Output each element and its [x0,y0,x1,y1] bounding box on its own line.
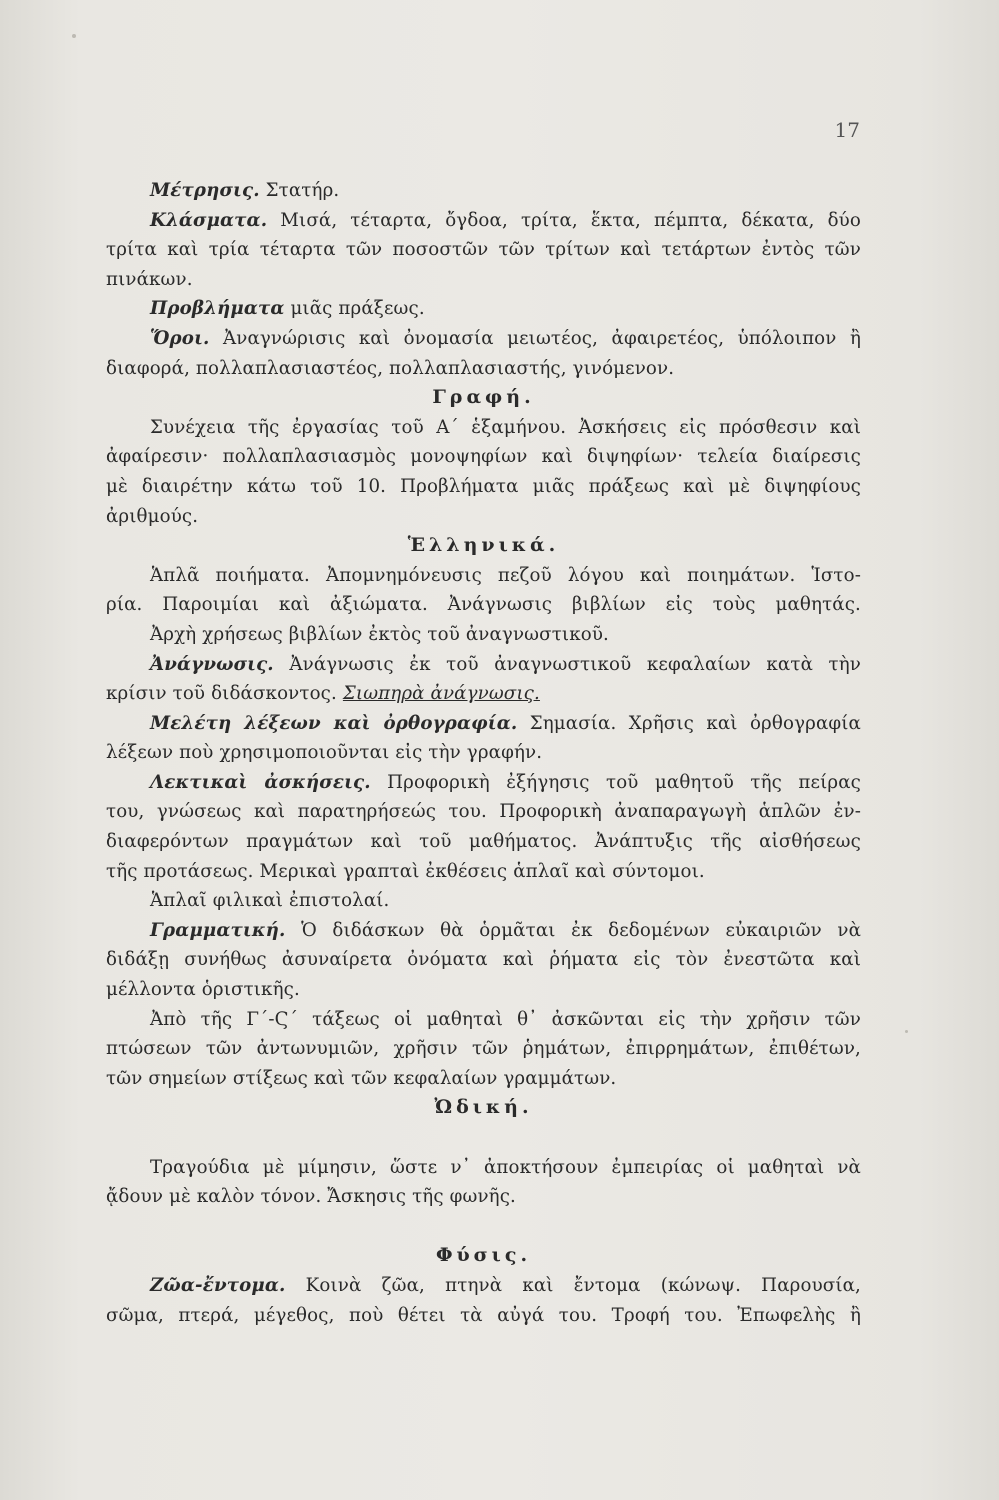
text-line: Ἁπλαῖ φιλικαὶ ἐπιστολαί. [150,890,390,912]
paragraph-grafi: Συνέχεια τῆς ἐργασίας τοῦ Α΄ ἑξαμήνου. Ἀσκήσεις εἰς πρόσθεσιν καὶ [150,416,861,438]
text-line: ρία. Παροιμίαι καὶ ἀξιώματα. Ἀνάγνωσις βιβλίων εἰς τοὺς μαθητάς. [106,594,861,616]
text-line: ᾄδουν μὲ καλὸν τόνον. Ἄσκησις τῆς φωνῆς. [106,1186,516,1208]
text-line: διδάξῃ συνήθως ἀσυναίρετα ὀνόματα καὶ ῥήματα εἰς τὸν ἐνεστῶτα καὶ [106,949,861,971]
text-line: ἀριθμούς. [106,505,199,527]
text-line: διαφορά, πολλαπλασιαστέος, πολλαπλασιαστής, γινόμενον. [106,357,675,379]
paragraph-provlimata: Προβλήματα μιᾶς πράξεως. [150,298,425,320]
paragraph-klasmata: Κλάσματα. Μισά, τέταρτα, ὄγδοα, τρίτα, ἕκτα, πέμπτα, δέκατα, δύο [150,209,861,231]
spacer [106,1212,861,1242]
paragraph-odiki: Τραγούδια μὲ μίμησιν, ὥστε ν᾽ ἀποκτήσουν ἐμπειρίας οἱ μαθηταὶ νὰ [150,1156,861,1178]
term-oroi: Ὅροι. [150,327,210,349]
silent-reading: Σιωπηρὰ ἀνάγνωσις. [342,683,540,705]
paragraph-fysis: Ζῶα-ἔντομα. Κοινὰ ζῶα, πτηνὰ καὶ ἔντομα (κώνωψ. Παρουσία, [150,1274,861,1296]
term-anagnosis: Ἀνάγνωσις. [150,653,274,675]
paragraph-meleti: Μελέτη λέξεων καὶ ὀρθογραφία. Σημασία. Χρῆσις καὶ ὀρθογραφία [150,712,861,734]
text-line: τῆς προτάσεως. Μερικαὶ γραπταὶ ἐκθέσεις ἁπλαῖ καὶ σύντομοι. [106,860,705,882]
text-line: πινάκων. [106,268,193,290]
page-number: 17 [834,118,860,142]
text-line: λέξεων ποὺ χρησιμοποιοῦνται εἰς τὴν γραφήν. [106,742,543,764]
term-provlimata: Προβλήματα [150,298,285,320]
term-zoa-entoma: Ζῶα-ἔντομα. [150,1274,286,1296]
heading-fysis: Φύσις. [435,1244,532,1267]
text-line: τῶν σημείων στίξεως καὶ τῶν κεφαλαίων γραμμάτων. [106,1067,617,1089]
term-metrisis: Μέτρησις. [150,180,260,201]
text-line: διαφερόντων πραγμάτων καὶ τοῦ μαθήματος. Ἀνάπτυξις τῆς αἰσθήσεως [106,831,861,853]
text-line: ἀφαίρεσιν· πολλαπλασιασμὸς μονοψηφίων καὶ διψηφίων· τελεία διαίρεσις [106,446,861,468]
term-klasmata: Κλάσματα. [150,209,268,231]
text-line: τρίτα καὶ τρία τέταρτα τῶν ποσοστῶν τῶν τρίτων καὶ τετάρτων ἐντὸς τῶν [106,239,861,261]
text-line: μέλλοντα ὁριστικῆς. [106,979,300,1001]
paper-speck [905,1030,908,1033]
text-line: σῶμα, πτερά, μέγεθος, ποὺ θέτει τὰ αὐγά του. Τροφή του. Ἐπωφελὴς ἢ [106,1304,861,1326]
term-meleti: Μελέτη λέξεων καὶ ὀρθογραφία. [150,712,518,734]
term-lektikai: Λεκτικαὶ ἀσκήσεις. [150,771,371,793]
paragraph-lektikai: Λεκτικαὶ ἀσκήσεις. Προφορικὴ ἐξήγησις τοῦ μαθητοῦ τῆς πείρας [150,771,861,793]
paragraph-anagnosis: Ἀνάγνωσις. Ἀνάγνωσις ἐκ τοῦ ἀναγνωστικοῦ κεφαλαίων κατὰ τὴν [150,653,862,675]
text-line: Ἀπὸ τῆς Γ΄-Ϛ΄ τάξεως οἱ μαθηταὶ θ᾽ ἀσκῶνται εἰς τὴν χρῆσιν τῶν [150,1008,861,1030]
spacer [106,1123,861,1153]
heading-grafi: Γραφή. [432,386,535,409]
heading-ellinika: Ἑλληνικά. [407,534,560,557]
page-body [106,176,861,1330]
text-line: μὲ διαιρέτην κάτω τοῦ 10. Προβλήματα μιᾶς πράξεως καὶ μὲ διψηφίους [106,475,861,497]
paragraph-ellinika: Ἁπλᾶ ποιήματα. Ἀπομνημόνευσις πεζοῦ λόγου καὶ ποιημάτων. Ἱστο- [150,564,861,586]
paragraph-grammatiki: Γραμματική. Ὁ διδάσκων θὰ ὁρμᾶται ἐκ δεδομένων εὐκαιριῶν νὰ [150,919,861,941]
paragraph-metrisis: Μέτρησις. Στατήρ. [150,180,340,201]
paper-speck [72,34,76,38]
term-grammatiki: Γραμματική. [150,919,286,941]
heading-odiki: Ὠδική. [434,1096,533,1119]
text-line: πτώσεων τῶν ἀντωνυμιῶν, χρῆσιν τῶν ῥημάτων, ἐπιρρημάτων, ἐπιθέτων, [106,1038,861,1060]
text-line: του, γνώσεως καὶ παρατηρήσεώς του. Προφορικὴ ἀναπαραγωγὴ ἁπλῶν ἐν- [106,801,861,823]
text-line: Ἀρχὴ χρήσεως βιβλίων ἐκτὸς τοῦ ἀναγνωστικοῦ. [150,623,609,645]
paragraph-oroi: Ὅροι. Ἀναγνώρισις καὶ ὀνομασία μειωτέος, ἀφαιρετέος, ὑπόλοιπον ἢ [150,327,861,349]
text-line: κρίσιν τοῦ διδάσκοντος. Σιωπηρὰ ἀνάγνωσις. [106,683,540,705]
